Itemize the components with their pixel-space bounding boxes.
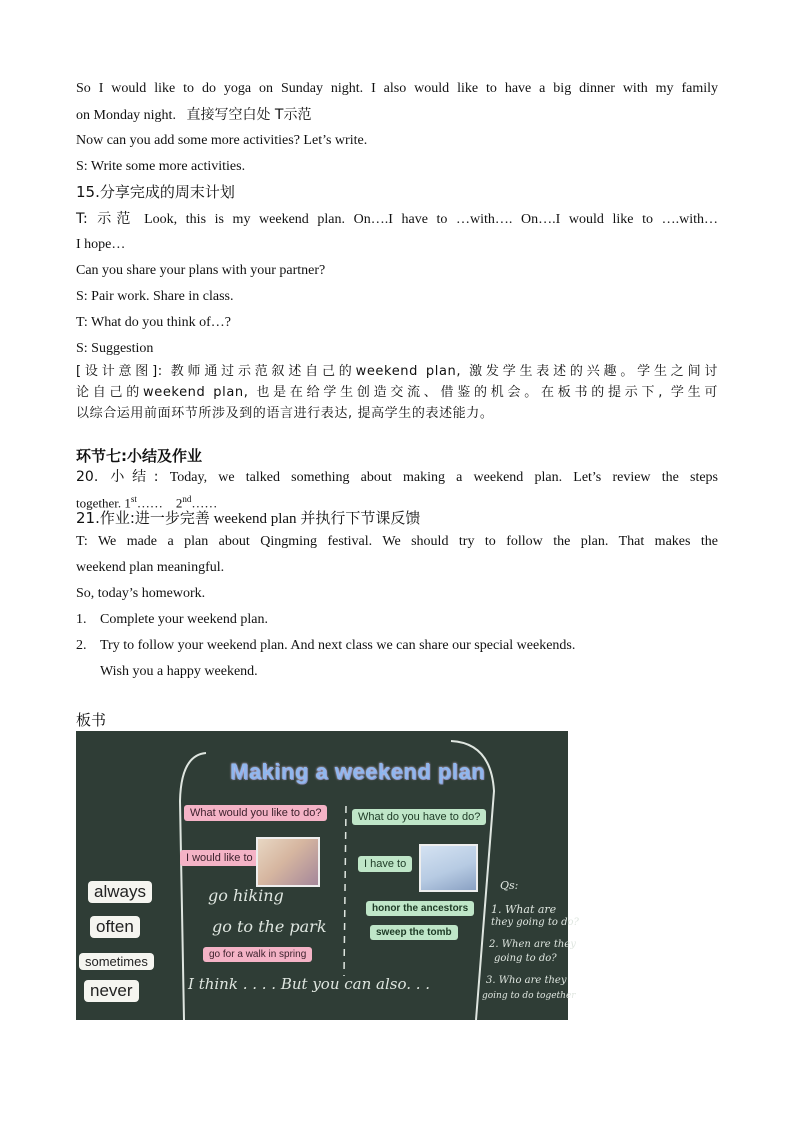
superscript: st [130, 494, 137, 504]
text-line: So, today’s homework. [76, 586, 206, 601]
adverb-card: often [90, 916, 140, 938]
intent-line: [设计意图]: 教师通过示范叙述自己的weekend plan, 激发学生表述的兴趣。学生之间讨 [76, 364, 718, 379]
board-label: 板书 [76, 711, 107, 729]
homework-item [76, 636, 718, 656]
text-span: 并执行下节课反馈 [300, 509, 421, 527]
list-number: 1. [76, 612, 87, 627]
list-number: 2. [76, 638, 87, 653]
superscript: nd [182, 494, 192, 504]
section-heading: 环节七:小结及作业 [76, 447, 202, 465]
text-span: on Monday night. [76, 108, 176, 123]
text-line: S: Pair work. Share in class. [76, 289, 234, 304]
design-intent [76, 361, 718, 424]
activity-photo [419, 844, 478, 892]
text-line: T: We made a plan about Qingming festival. We should try to follow the plan. That makes the [76, 534, 718, 549]
text-span: Today, we talked something about making a weekend plan. Let’s review the steps [169, 470, 719, 485]
phrase-card: I have to [358, 856, 412, 872]
chalk-question: 3. Who are they [486, 975, 567, 986]
text-line: T: What do you think of…? [76, 315, 231, 330]
text-span: …… [191, 495, 218, 511]
board-title: Making a weekend plan [230, 759, 486, 784]
text-span: T: 示范 [76, 211, 136, 227]
blackboard-photo [76, 731, 579, 1020]
text-line: I hope… [76, 237, 126, 252]
phrase-card: sweep the tomb [370, 925, 458, 940]
text-span: 21.作业:进一步完善 [76, 509, 210, 527]
text-line [76, 209, 718, 230]
text-span: …… 2 [136, 495, 183, 511]
chalk-question: going to do together [482, 991, 576, 1001]
text-span: Try to follow your weekend plan. And next class we can share our special weekends. [100, 638, 576, 653]
phrase-card: I would like to [180, 850, 259, 866]
text-span: weekend plan [213, 511, 297, 527]
question-card-left: What would you like to do? [184, 805, 327, 821]
intent-line: 论自己的weekend plan, 也是在给学生创造交流、借鉴的机会。在板书的提示下, 学生可 [76, 385, 718, 400]
text-line [76, 508, 718, 529]
chalk-question: 2. When are they [489, 939, 576, 950]
text-line: Wish you a happy weekend. [100, 664, 258, 679]
adverb-card: never [84, 980, 139, 1002]
text-span: 20. 小结: [76, 469, 159, 485]
text-line [76, 105, 718, 126]
chinese-note: 直接写空白处 T示范 [186, 107, 312, 123]
text-line: So I would like to do yoga on Sunday night. I also would like to have a big dinner with my family [76, 81, 718, 96]
adverb-card: always [88, 881, 152, 903]
question-card-right: What do you have to do? [352, 809, 486, 825]
text-line: weekend plan meaningful. [76, 560, 225, 575]
chalk-sentence: I think . . . . But you can also. . . [188, 975, 431, 993]
text-span: Look, this is my weekend plan. On….I have to …with…. On….I would like to ….with… [144, 212, 719, 227]
text-line: S: Suggestion [76, 341, 154, 356]
chalk-question: going to do? [494, 953, 557, 964]
text-span: Complete your weekend plan. [100, 612, 268, 627]
chalk-text: go to the park [212, 917, 327, 936]
text-line: Now can you add some more activities? Let’s write. [76, 133, 368, 148]
adverb-card: sometimes [79, 953, 154, 970]
homework-item [76, 610, 718, 630]
step-heading: 15.分享完成的周末计划 [76, 183, 235, 201]
text-line: Can you share your plans with your partner? [76, 263, 326, 278]
chalk-text: go hiking [208, 886, 284, 905]
text-line: S: Write some more activities. [76, 159, 246, 174]
chalk-question: 1. What are [491, 903, 557, 916]
text-line [76, 467, 718, 488]
phrase-card: go for a walk in spring [203, 947, 312, 962]
activity-photo [256, 837, 320, 887]
chalk-question: they going to do? [491, 917, 579, 928]
text-span: together. 1 [76, 495, 131, 511]
chalk-question: Qs: [500, 879, 519, 892]
intent-line: 以综合运用前面环节所涉及到的语言进行表达, 提高学生的表述能力。 [76, 406, 494, 421]
phrase-card: honor the ancestors [366, 901, 474, 916]
